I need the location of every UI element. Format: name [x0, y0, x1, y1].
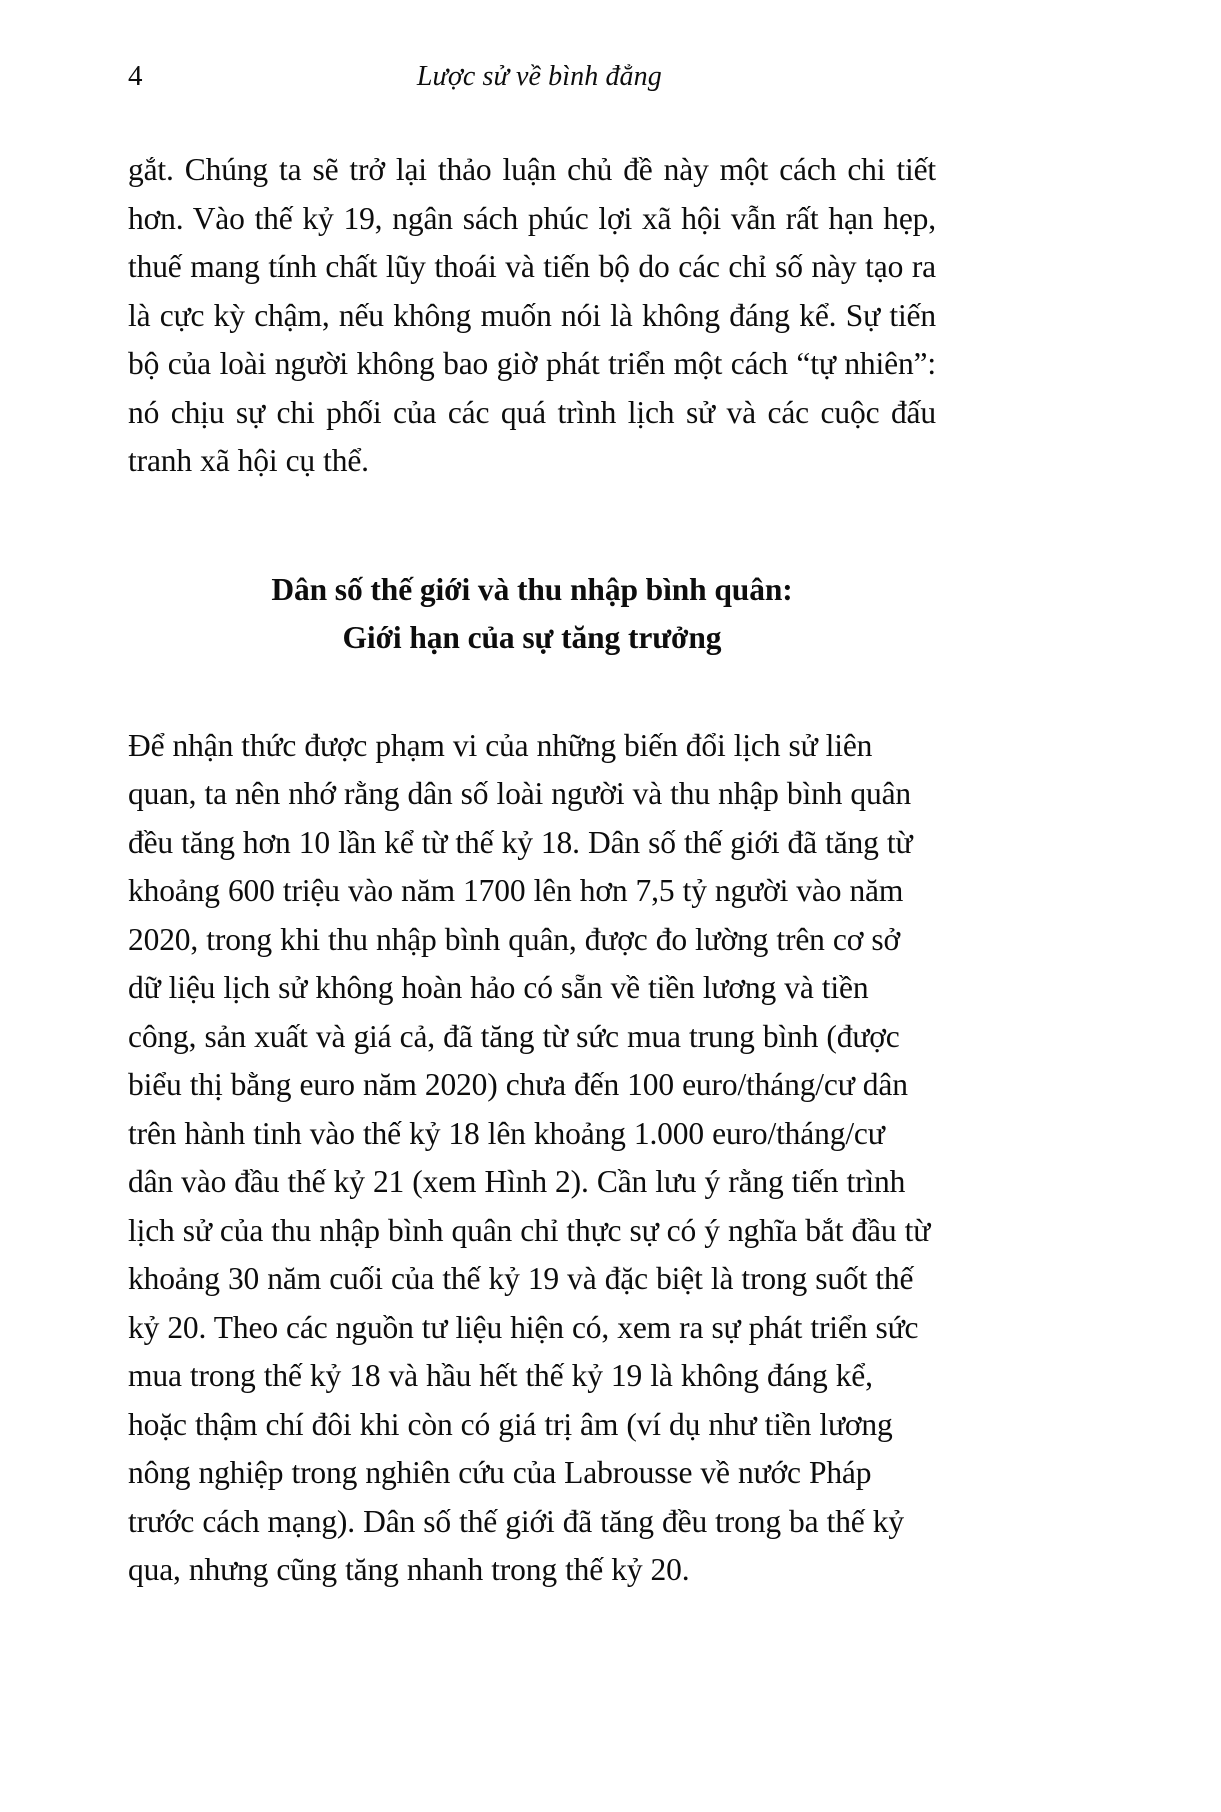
- section-heading-line-2: Giới hạn của sự tăng trưởng: [342, 619, 722, 655]
- running-head: [128, 62, 938, 106]
- section-heading-line-1: Dân số thế giới và thu nhập bình quân:: [271, 571, 793, 607]
- text-block: [128, 146, 936, 1595]
- running-title: Lược sử về bình đẳng: [416, 61, 662, 92]
- heading-top-space: [128, 486, 936, 566]
- page-number: 4: [128, 60, 143, 92]
- body-paragraph-1: gắt. Chúng ta sẽ trở lại thảo luận chủ đề này một cách chi tiết hơn. Vào thế kỷ 19, ngân sách phúc lợi xã hội vẫn rất hạn hẹp, thuế mang tính chất lũy thoái và tiến bộ do các chỉ số này tạo ra là cực kỳ chậm, nếu không muốn nói là không đáng kể. Sự tiến bộ của loài người không bao giờ phát triển một cách “tự nhiên”: nó chịu sự chi phối của các quá trình lịch sử và các cuộc đấu tranh xã hội cụ thể.: [128, 152, 936, 478]
- body-paragraph-2: Để nhận thức được phạm vi của những biến đổi lịch sử liên quan, ta nên nhớ rằng dân số loài người và thu nhập bình quân đều tăng hơn 10 lần kể từ thế kỷ 18. Dân số thế giới đã tăng từ khoảng 600 triệu vào năm 1700 lên hơn 7,5 tỷ người vào năm 2020, trong khi thu nhập bình quân, được đo lường trên cơ sở dữ liệu lịch sử không hoàn hảo có sẵn về tiền lương và tiền công, sản xuất và giá cả, đã tăng từ sức mua trung bình (được biểu thị bằng euro năm 2020) chưa đến 100 euro/tháng/cư dân trên hành tinh vào thế kỷ 18 lên khoảng 1.000 euro/tháng/cư dân vào đầu thế kỷ 21 (xem Hình 2). Cần lưu ý rằng tiến trình lịch sử của thu nhập bình quân chỉ thực sự có ý nghĩa bắt đầu từ khoảng 30 năm cuối của thế kỷ 19 và đặc biệt là trong suốt thế kỷ 20. Theo các nguồn tư liệu hiện có, xem ra sự phát triển sức mua trong thế kỷ 18 và hầu hết thế kỷ 19 là không đáng kể, hoặc thậm chí đôi khi còn có giá trị âm (ví dụ như tiền lương nông nghiệp trong nghiên cứu của Labrousse về nước Pháp trước cách mạng). Dân số thế giới đã tăng đều trong ba thế kỷ qua, nhưng cũng tăng nhanh trong thế kỷ 20.: [128, 727, 931, 1587]
- section-heading: [128, 566, 936, 662]
- heading-bottom-space: [128, 662, 936, 722]
